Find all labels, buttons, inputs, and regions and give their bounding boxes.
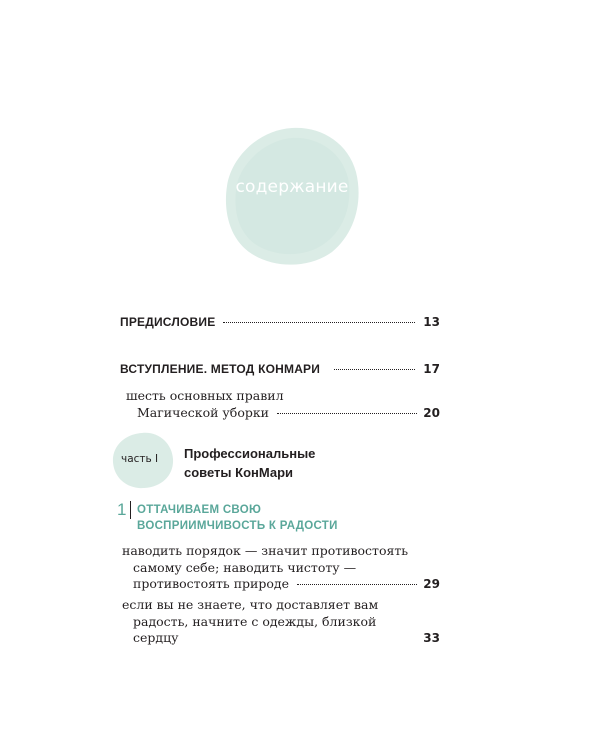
page-number: 20 [423,405,440,420]
subentry-line: наводить порядок — значит противостоять [122,543,409,558]
subentry-line: Магической уборки [137,404,269,420]
subentry-line: радость, начните с одежды, близкой [133,613,377,629]
chapter-title-line: ОТТАЧИВАЕМ СВОЮ [137,504,262,516]
entry-label: ПРЕДИСЛОВИЕ [120,315,216,329]
dot-leader [334,369,415,370]
part-title-line: Профессиональные [184,446,316,461]
entry-label: ВСТУПЛЕНИЕ. МЕТОД КОНМАРИ [120,362,321,376]
chapter-number: 1 [117,500,127,519]
subentry-line: если вы не знаете, что доставляет вам [122,597,379,612]
dot-leader [297,584,417,585]
subentry-line: шесть основных правил [126,388,284,403]
page-number: 29 [423,577,440,591]
page-number: 17 [423,362,440,376]
chapter-title[interactable] [137,502,338,534]
subentry-line: сердцу [133,630,179,645]
subentry-line: противостоять природе [133,576,289,591]
chapter-divider [130,501,131,519]
header-blob [222,124,362,269]
toc-subentry-six-rules[interactable] [122,388,440,421]
toc-title: содержание [235,177,349,197]
dot-leader [277,413,417,414]
dot-leader [223,322,415,323]
toc-subentry-tidying[interactable] [122,543,440,593]
part-title[interactable] [184,444,315,482]
part-title-line: советы КонМари [184,465,294,480]
toc-entry-introduction[interactable] [120,362,440,378]
subentry-line: самому себе; наводить чистоту — [133,559,357,575]
part-label: часть I [121,453,159,465]
toc-subentry-joy-clothes[interactable] [122,597,440,647]
toc-entry-foreword[interactable] [120,315,440,331]
page-number: 13 [423,315,440,329]
page-number: 33 [423,631,440,645]
chapter-title-line: ВОСПРИИМЧИВОСТЬ К РАДОСТИ [137,520,338,532]
